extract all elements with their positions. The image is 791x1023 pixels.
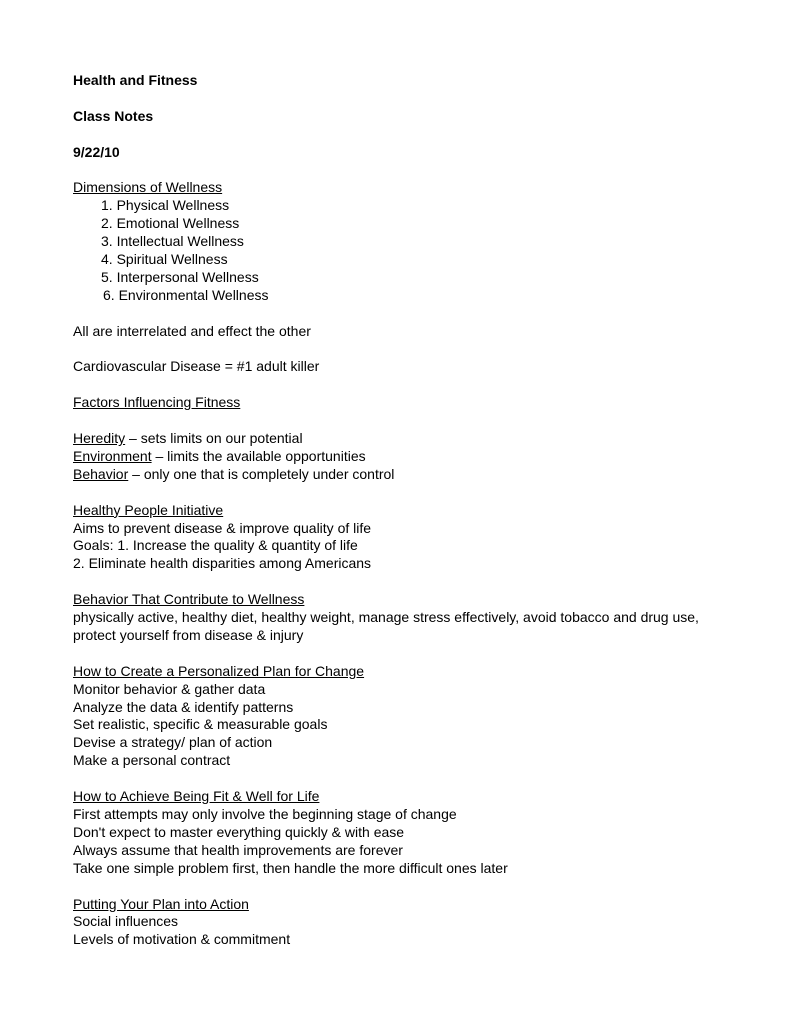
spacer	[73, 484, 733, 502]
document-date: 9/22/10	[73, 143, 120, 160]
spacer	[73, 126, 733, 144]
achieve-heading: How to Achieve Being Fit & Well for Life	[73, 788, 320, 805]
text-line: Monitor behavior & gather data	[73, 680, 266, 697]
plan-heading: How to Create a Personalized Plan for Change	[73, 662, 365, 679]
list-item: 5. Interpersonal Wellness	[101, 268, 259, 285]
list-item: 6. Environmental Wellness	[103, 286, 269, 303]
factor-item	[73, 466, 733, 484]
list-item: 4. Spiritual Wellness	[101, 251, 228, 268]
list-item: 2. Emotional Wellness	[101, 215, 240, 232]
spacer	[73, 341, 733, 359]
document-title: Health and Fitness	[73, 72, 198, 88]
text-line: Always assume that health improvements are forever	[73, 841, 403, 858]
spacer	[73, 305, 733, 323]
factor-desc: – only one that is completely under control	[128, 465, 395, 482]
spacer	[73, 770, 733, 788]
healthy-people-heading: Healthy People Initiative	[73, 501, 224, 518]
text-line: 2. Eliminate health disparities among Americans	[73, 555, 372, 572]
text-line: Social influences	[73, 913, 179, 930]
factor-item	[73, 430, 733, 448]
text-line: Set realistic, specific & measurable goals	[73, 716, 328, 733]
spacer	[73, 645, 733, 663]
spacer	[73, 90, 733, 108]
dimensions-heading: Dimensions of Wellness	[73, 179, 223, 196]
cardio-note: Cardiovascular Disease = #1 adult killer	[73, 358, 320, 375]
document-subtitle: Class Notes	[73, 107, 154, 124]
text-line: Analyze the data & identify patterns	[73, 698, 294, 715]
spacer	[73, 376, 733, 394]
spacer	[73, 878, 733, 896]
list-item: 1. Physical Wellness	[101, 197, 230, 214]
text-line: Don't expect to master everything quickly & with ease	[73, 823, 405, 840]
spacer	[73, 412, 733, 430]
factors-heading: Factors Influencing Fitness	[73, 394, 241, 411]
spacer	[73, 573, 733, 591]
factor-desc: – limits the available opportunities	[151, 447, 366, 464]
dimensions-note: All are interrelated and effect the other	[73, 322, 311, 339]
behavior-text: physically active, healthy diet, healthy weight, manage stress effectively, avoid tobacco and drug use, protect yourself from disease & injury	[73, 609, 699, 643]
action-heading: Putting Your Plan into Action	[73, 895, 249, 912]
factor-term: Environment	[73, 447, 152, 464]
factor-desc: – sets limits on our potential	[125, 430, 303, 447]
text-line: Make a personal contract	[73, 752, 231, 769]
text-line: Levels of motivation & commitment	[73, 931, 291, 948]
text-line: Aims to prevent disease & improve quality of life	[73, 519, 372, 536]
factor-term: Behavior	[73, 465, 129, 482]
list-item: 3. Intellectual Wellness	[101, 233, 244, 250]
text-line: Take one simple problem first, then handle the more difficult ones later	[73, 859, 508, 876]
factor-term: Heredity	[73, 430, 126, 447]
factor-item	[73, 448, 733, 466]
document-page	[73, 72, 733, 949]
text-line: Goals: 1. Increase the quality & quantity of life	[73, 537, 358, 554]
behavior-heading: Behavior That Contribute to Wellness	[73, 591, 305, 608]
text-line: Devise a strategy/ plan of action	[73, 734, 273, 751]
text-line: First attempts may only involve the beginning stage of change	[73, 805, 457, 822]
spacer	[73, 162, 733, 180]
